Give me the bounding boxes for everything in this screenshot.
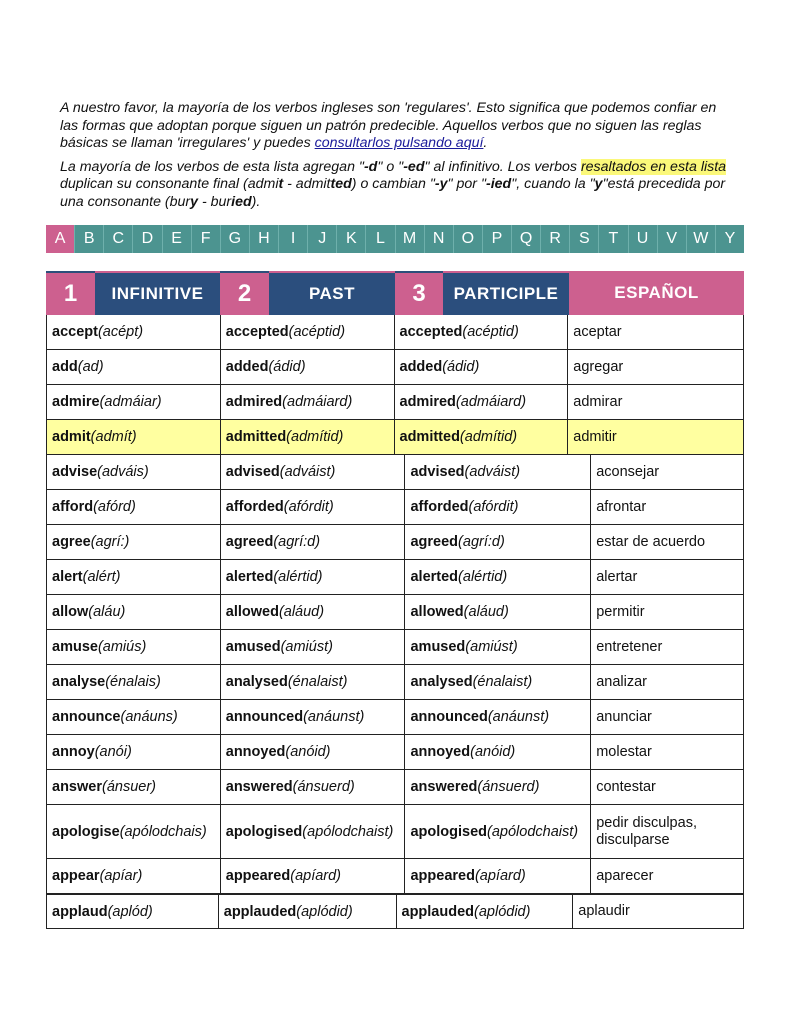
pronunciation: (adváist) [464,464,521,480]
verb-word: alerted [410,569,459,585]
pronunciation: (admáiard) [282,394,353,410]
pronunciation: (aláud) [278,604,325,620]
verb-word: afford [52,499,94,515]
infinitive-cell [47,770,221,804]
alphabet-letter-u[interactable]: U [629,225,658,253]
alphabet-letter-k[interactable]: K [337,225,366,253]
past-cell [221,490,406,524]
verb-word: admire [52,394,100,410]
pronunciation: (acépt) [97,324,144,340]
alphabet-letter-w[interactable]: W [687,225,716,253]
alphabet-letter-t[interactable]: T [599,225,628,253]
past-cell [221,700,406,734]
verb-table [46,315,744,929]
past-cell [219,895,397,928]
verb-word: admitted [399,429,460,445]
pronunciation: (ánsuer) [101,779,156,795]
infinitive-cell [47,700,221,734]
infinitive-cell [47,805,221,858]
verb-word: appeared [410,868,475,884]
infinitive-cell [47,350,221,384]
verb-word: amused [410,639,466,655]
table-row [46,385,744,420]
verb-word: amuse [52,639,98,655]
pronunciation: (alértid) [458,569,508,585]
infinitive-cell [47,525,221,559]
pronunciation: (apíard) [474,868,526,884]
verb-word: advised [225,464,280,480]
verb-word: annoyed [225,744,286,760]
alphabet-letter-f[interactable]: F [192,225,221,253]
table-row [46,420,744,455]
pronunciation: (aplód) [107,903,153,920]
participle-cell [395,385,569,419]
alphabet-letter-q[interactable]: Q [512,225,541,253]
alphabet-letter-m[interactable]: M [396,225,425,253]
participle-cell [405,455,591,489]
verb-word: afforded [410,499,469,515]
verb-word: answer [52,779,102,795]
table-row [46,665,744,700]
spanish-cell: admitir [568,420,744,454]
past-cell [221,315,395,349]
alphabet-letter-s[interactable]: S [570,225,599,253]
verb-word: apologise [52,823,120,840]
pronunciation: (énalais) [105,674,161,690]
pronunciation: (apíard) [290,868,342,884]
intro-text [60,100,730,217]
infinitive-header: INFINITIVE [95,271,220,315]
verb-word: afforded [225,499,284,515]
verb-word: allowed [225,604,279,620]
alphabet-letter-e[interactable]: E [163,225,192,253]
pronunciation: (aláu) [88,604,126,620]
participle-cell [405,735,591,769]
pronunciation: (ánsuerd) [292,779,355,795]
verb-word: answered [225,779,293,795]
verb-word: add [52,359,78,375]
table-row [46,490,744,525]
pronunciation: (agrí:) [90,534,130,550]
past-cell [221,595,406,629]
spanish-cell: aparecer [591,859,744,893]
table-row [46,735,744,770]
table-row [46,560,744,595]
verb-word: allowed [410,604,464,620]
verb-word: analysed [225,674,288,690]
participle-cell [405,805,591,858]
table-header [46,271,744,315]
irregular-verbs-link[interactable]: consultarlos pulsando aquí [314,135,484,151]
past-cell [221,455,406,489]
alphabet-nav [46,225,744,253]
pronunciation: (apíar) [99,868,143,884]
verb-word: admired [225,394,283,410]
infinitive-cell [47,420,221,454]
verb-word: apologised [225,823,303,840]
pronunciation: (acéptid) [462,324,519,340]
verb-word: admitted [225,429,287,445]
verb-word: applauded [401,903,475,920]
infinitive-cell [47,490,221,524]
verb-word: announce [52,709,121,725]
infinitive-cell [47,595,221,629]
infinitive-cell [47,859,221,893]
verb-word: agree [52,534,91,550]
pronunciation: (admít) [90,429,137,445]
infinitive-cell [47,560,221,594]
spanish-cell: admirar [568,385,744,419]
participle-cell [405,770,591,804]
pronunciation: (agrí:d) [273,534,321,550]
pronunciation: (adváist) [279,464,336,480]
infinitive-number: 1 [46,271,95,315]
table-row [46,525,744,560]
verb-word: apologised [410,823,488,840]
verb-word: alerted [225,569,274,585]
infinitive-cell [47,630,221,664]
past-cell [221,665,406,699]
pronunciation: (aplódid) [296,903,353,920]
infinitive-cell [47,385,221,419]
pronunciation: (ad) [77,359,104,375]
espanol-header: ESPAÑOL [569,271,744,315]
past-cell [221,350,395,384]
past-cell [221,525,406,559]
verb-word: admit [52,429,91,445]
pronunciation: (ánsuerd) [477,779,540,795]
verb-word: appear [52,868,100,884]
table-row [46,700,744,735]
past-cell [221,630,406,664]
table-row [46,630,744,665]
alphabet-letter-r[interactable]: R [541,225,570,253]
pronunciation: (apólodchaist) [302,823,394,840]
infinitive-cell [47,735,221,769]
table-row [46,455,744,490]
participle-cell [405,490,591,524]
alphabet-letter-b[interactable]: B [75,225,104,253]
pronunciation: (apólodchais) [119,823,207,840]
alphabet-letter-j[interactable]: J [308,225,337,253]
past-cell [221,385,395,419]
verb-word: advise [52,464,98,480]
participle-cell [395,350,569,384]
spanish-cell: molestar [591,735,744,769]
past-cell [221,420,395,454]
verb-word: appeared [225,868,291,884]
verb-word: agreed [410,534,459,550]
verb-word: accept [52,324,98,340]
intro-paragraph-2: La mayoría de los verbos de esta lista agregan "-d" o "-ed" al infinitivo. Los verbos resaltados en esta lista duplican su consonante final (admit - admitted) o cambian "-y" por "-ied", cuando la "y"está precedida por una consonante (bury - buried). [60,158,727,210]
infinitive-cell [47,455,221,489]
verb-word: accepted [225,324,289,340]
pronunciation: (amiúst) [280,639,333,655]
pronunciation: (afórd) [93,499,136,515]
pronunciation: (adváis) [97,464,149,480]
alphabet-letter-l[interactable]: L [366,225,395,253]
pronunciation: (anóid) [470,744,516,760]
pronunciation: (ádid) [268,359,306,375]
participle-cell [405,665,591,699]
pronunciation: (anáunst) [303,709,365,725]
verb-word: alert [52,569,83,585]
pronunciation: (anóid) [285,744,331,760]
spanish-cell: aconsejar [591,455,744,489]
table-row [46,770,744,805]
highlight-note: resaltados en esta lista [580,158,727,175]
alphabet-letter-g[interactable]: G [221,225,250,253]
spanish-cell: pedir disculpas, disculparse [591,805,744,858]
pronunciation: (aláud) [463,604,509,620]
spanish-cell: estar de acuerdo [591,525,744,559]
past-cell [221,735,406,769]
infinitive-cell [47,665,221,699]
participle-number: 3 [395,271,443,315]
spanish-cell: permitir [591,595,744,629]
table-row [46,350,744,385]
spanish-cell: alertar [591,560,744,594]
verb-word: applauded [223,903,297,920]
alphabet-letter-v[interactable]: V [658,225,687,253]
pronunciation: (admítid) [286,429,344,445]
pronunciation: (admáiar) [99,394,162,410]
pronunciation: (apólodchaist) [487,823,579,840]
past-cell [221,805,406,858]
verb-word: advised [410,464,465,480]
pronunciation: (amiús) [97,639,147,655]
pronunciation: (énalaist) [472,674,533,690]
participle-cell [397,895,574,928]
pronunciation: (agrí:d) [458,534,505,550]
verb-word: annoy [52,744,95,760]
verb-word: announced [410,709,488,725]
participle-cell [405,595,591,629]
verb-word: analyse [52,674,106,690]
verb-word: annoyed [410,744,471,760]
spanish-cell: anunciar [591,700,744,734]
pronunciation: (ádid) [442,359,480,375]
spanish-cell: aplaudir [573,895,744,928]
pronunciation: (admáiard) [455,394,527,410]
past-cell [221,770,406,804]
verb-word: added [399,359,443,375]
participle-header: PARTICIPLE [443,271,569,315]
spanish-cell: analizar [591,665,744,699]
alphabet-letter-o[interactable]: O [454,225,483,253]
past-cell [221,560,406,594]
infinitive-cell [47,895,219,928]
pronunciation: (aplódid) [474,903,531,920]
verb-word: added [225,359,269,375]
pronunciation: (énalaist) [287,674,348,690]
verb-word: applaud [52,903,108,920]
table-row [46,595,744,630]
participle-cell [405,525,591,559]
pronunciation: (admítid) [459,429,518,445]
spanish-cell: aceptar [568,315,744,349]
pronunciation: (afórdit) [468,499,519,515]
spanish-cell: entretener [591,630,744,664]
alphabet-letter-c[interactable]: C [104,225,133,253]
pronunciation: (amiúst) [465,639,518,655]
past-header: PAST [269,271,395,315]
table-row [46,315,744,350]
pronunciation: (alért) [82,569,121,585]
table-row [46,805,744,859]
pronunciation: (alértid) [273,569,323,585]
verb-word: amused [225,639,281,655]
infinitive-cell [47,315,221,349]
verb-word: answered [410,779,478,795]
alphabet-letter-y[interactable]: Y [724,230,736,247]
alphabet-letter-p[interactable]: P [483,225,512,253]
participle-cell [395,420,569,454]
participle-cell [405,560,591,594]
participle-cell [405,700,591,734]
pronunciation: (anói) [94,744,132,760]
spanish-cell: contestar [591,770,744,804]
table-row [46,894,744,929]
pronunciation: (acéptid) [288,324,346,340]
verb-word: analysed [410,674,473,690]
alphabet-letter-a[interactable]: A [46,225,75,253]
participle-cell [395,315,569,349]
verb-word: agreed [225,534,274,550]
spanish-cell: agregar [568,350,744,384]
verb-word: announced [225,709,304,725]
past-number: 2 [220,271,269,315]
intro-paragraph-1: A nuestro favor, la mayoría de los verbos ingleses son 'regulares'. Esto significa que podemos confiar en las formas que adoptan porque siguen un patrón predecible. Aquellos verbos que no siguen las reglas básicas se llaman 'irregulares' y puedes consultarlos pulsando aquí. [60,100,717,151]
past-cell [221,859,406,893]
alphabet-letter-h[interactable]: H [250,225,279,253]
alphabet-letter-d[interactable]: D [133,225,162,253]
alphabet-letter-n[interactable]: N [425,225,454,253]
pronunciation: (anáuns) [120,709,178,725]
spanish-cell: afrontar [591,490,744,524]
pronunciation: (afórdit) [283,499,334,515]
pronunciation: (anáunst) [487,709,550,725]
alphabet-letter-i[interactable]: I [279,225,308,253]
table-row [46,859,744,894]
participle-cell [405,630,591,664]
participle-cell [405,859,591,893]
verb-word: accepted [399,324,463,340]
verb-word: allow [52,604,89,620]
verb-word: admired [399,394,456,410]
